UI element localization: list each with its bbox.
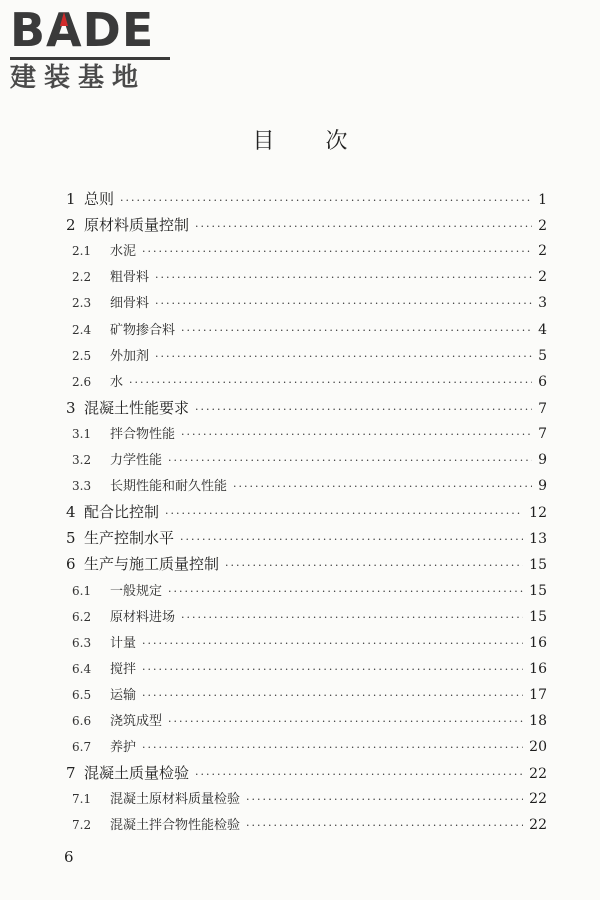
logo-red-triangle-icon bbox=[60, 12, 68, 26]
toc-entry-number: 5 bbox=[66, 529, 76, 548]
toc-entry-number: 1 bbox=[66, 190, 76, 208]
logo-subtitle: 建装基地 bbox=[10, 63, 147, 93]
toc-entry-body bbox=[110, 734, 547, 761]
toc-entry-page: 16 bbox=[529, 634, 547, 651]
toc-entry-title: 生产与施工质量控制 bbox=[84, 555, 220, 574]
toc-entry-title: 运输 bbox=[110, 687, 137, 703]
toc-entry-body bbox=[110, 238, 547, 265]
toc-entry-number: 6.4 bbox=[72, 661, 92, 676]
toc-entry-number: 2.1 bbox=[72, 244, 92, 259]
toc-leader-dots bbox=[155, 344, 532, 370]
toc-entry-title: 长期性能和耐久性能 bbox=[110, 479, 228, 495]
logo-underline bbox=[10, 57, 170, 60]
toc-entry-page: 7 bbox=[538, 425, 547, 442]
toc-entry-body bbox=[84, 499, 547, 527]
toc-entry-page: 9 bbox=[538, 452, 547, 468]
toc-entry bbox=[0, 290, 600, 316]
toc-entry bbox=[0, 238, 600, 264]
toc-entry-body bbox=[84, 760, 547, 788]
page-title: 目 次 bbox=[252, 129, 370, 154]
toc-entry bbox=[0, 760, 600, 786]
toc-entry-title: 计量 bbox=[110, 635, 137, 651]
toc-entry-title: 矿物掺合料 bbox=[110, 322, 176, 338]
page-number: 6 bbox=[64, 848, 74, 866]
toc-entry-page: 9 bbox=[538, 478, 547, 495]
toc-entry bbox=[0, 186, 600, 212]
toc-entry-body bbox=[110, 656, 547, 683]
toc-entry-page: 3 bbox=[538, 295, 547, 312]
toc-entry-body bbox=[110, 473, 547, 500]
toc-leader-dots bbox=[195, 397, 532, 423]
toc-entry-number: 2 bbox=[66, 216, 76, 235]
toc-entry-title: 生产控制水平 bbox=[84, 529, 175, 548]
toc-entry-number: 4 bbox=[66, 503, 76, 522]
toc-entry-page: 2 bbox=[538, 218, 547, 235]
toc-entry-page: 18 bbox=[529, 713, 547, 729]
toc-entry bbox=[0, 317, 600, 343]
toc-entry-page: 22 bbox=[529, 791, 547, 808]
toc-leader-dots bbox=[165, 501, 523, 527]
toc-entry-number: 6.1 bbox=[72, 583, 92, 598]
toc-leader-dots bbox=[168, 448, 532, 474]
toc-entry-title: 搅拌 bbox=[110, 661, 137, 677]
toc-entry-page: 15 bbox=[529, 608, 547, 625]
toc-entry-page: 15 bbox=[529, 582, 547, 599]
toc-entry-number: 2.4 bbox=[72, 322, 92, 337]
toc-leader-dots bbox=[181, 318, 532, 344]
toc-entry-page: 4 bbox=[538, 321, 547, 338]
toc-entry-body bbox=[110, 343, 547, 370]
toc-entry-body bbox=[84, 551, 547, 579]
toc-entry-body bbox=[110, 264, 547, 291]
toc-entry-page: 13 bbox=[529, 531, 547, 548]
toc-leader-dots bbox=[142, 631, 523, 657]
toc-entry-title: 拌合物性能 bbox=[110, 426, 176, 442]
toc-entry-number: 6.5 bbox=[72, 687, 92, 702]
toc-entry-title: 外加剂 bbox=[110, 348, 150, 364]
logo-wordmark: BADE bbox=[10, 3, 155, 57]
toc-entry-number: 7.1 bbox=[72, 792, 92, 807]
toc-leader-dots bbox=[142, 657, 523, 683]
toc-entry-body bbox=[110, 630, 547, 657]
toc-entry bbox=[0, 786, 600, 812]
toc-entry bbox=[0, 212, 600, 238]
toc-entry bbox=[0, 734, 600, 760]
toc-leader-dots bbox=[225, 553, 523, 579]
toc-entry-page: 2 bbox=[538, 269, 547, 286]
toc-leader-dots bbox=[233, 474, 532, 500]
toc-entry-page: 22 bbox=[529, 766, 547, 783]
toc-entry-number: 3 bbox=[66, 398, 76, 417]
toc-entry-body bbox=[110, 812, 547, 839]
toc-entry-body bbox=[110, 786, 547, 813]
toc-entry-title: 原材料进场 bbox=[110, 609, 176, 625]
toc-entry-number: 2.3 bbox=[72, 296, 92, 311]
toc-entry-title: 混凝土质量检验 bbox=[84, 764, 190, 783]
toc-entry-body bbox=[84, 186, 547, 214]
toc-entry-page: 1 bbox=[538, 192, 547, 208]
toc-entry-number: 6 bbox=[66, 555, 76, 574]
toc-leader-dots bbox=[155, 291, 532, 317]
toc-entry-number: 2.6 bbox=[72, 374, 92, 389]
toc-entry-body bbox=[110, 578, 547, 605]
toc-leader-dots bbox=[142, 683, 523, 709]
toc-leader-dots bbox=[142, 239, 532, 265]
toc-leader-dots bbox=[246, 787, 523, 813]
toc-entry-body bbox=[110, 317, 547, 344]
toc-entry-title: 混凝土拌合物性能检验 bbox=[110, 818, 241, 834]
toc-entry bbox=[0, 708, 600, 734]
toc-entry-page: 15 bbox=[529, 557, 547, 574]
toc-entry bbox=[0, 473, 600, 499]
toc-leader-dots bbox=[168, 579, 523, 605]
toc-entry-number: 6.3 bbox=[72, 635, 92, 650]
toc-entry-body bbox=[110, 708, 547, 735]
toc-entry-number: 7 bbox=[66, 764, 76, 783]
toc-entry-page: 6 bbox=[538, 373, 547, 390]
toc-entry-body bbox=[84, 395, 547, 423]
toc-entry-page: 22 bbox=[529, 817, 547, 834]
toc-entry-number: 3.1 bbox=[72, 426, 92, 441]
toc-entry bbox=[0, 421, 600, 447]
toc-entry bbox=[0, 369, 600, 395]
toc-leader-dots bbox=[168, 709, 523, 735]
toc-entry-title: 混凝土原材料质量检验 bbox=[110, 792, 241, 808]
toc-entry-body bbox=[110, 421, 547, 448]
toc-entry bbox=[0, 395, 600, 421]
toc-entry-number: 3.3 bbox=[72, 479, 92, 494]
toc-entry-page: 20 bbox=[529, 739, 547, 756]
toc-entry-title: 水泥 bbox=[110, 244, 137, 260]
toc-entry-page: 7 bbox=[538, 400, 547, 417]
toc-entry-number: 2.2 bbox=[72, 270, 92, 285]
toc-entry-title: 混凝土性能要求 bbox=[84, 398, 190, 417]
toc-leader-dots bbox=[155, 265, 532, 291]
bade-logo bbox=[10, 4, 180, 94]
toc-entry-number: 6.2 bbox=[72, 609, 92, 624]
toc-entry-title: 粗骨料 bbox=[110, 270, 150, 286]
toc-entry-body bbox=[110, 290, 547, 317]
toc-entry bbox=[0, 343, 600, 369]
toc-entry bbox=[0, 604, 600, 630]
toc-entry bbox=[0, 499, 600, 525]
toc-entry-title: 力学性能 bbox=[110, 453, 163, 468]
toc-entry-title: 一般规定 bbox=[110, 583, 163, 599]
toc-entry bbox=[0, 447, 600, 473]
toc-entry bbox=[0, 264, 600, 290]
toc-entry-page: 5 bbox=[538, 347, 547, 364]
toc-entry-page: 16 bbox=[529, 660, 547, 677]
toc-leader-dots bbox=[181, 605, 523, 631]
toc-entry-body bbox=[110, 369, 547, 396]
toc-entry-number: 2.5 bbox=[72, 348, 92, 363]
toc-entry-body bbox=[110, 447, 547, 474]
toc-entry bbox=[0, 630, 600, 656]
toc-entry-title: 养护 bbox=[110, 740, 137, 756]
toc-entry-body bbox=[84, 525, 547, 553]
toc-leader-dots bbox=[120, 188, 532, 214]
toc-entry-number: 3.2 bbox=[72, 453, 92, 467]
toc-entry-page: 17 bbox=[529, 686, 547, 703]
toc-leader-dots bbox=[181, 422, 532, 448]
toc-entry-title: 水 bbox=[110, 374, 124, 390]
toc-leader-dots bbox=[195, 762, 523, 788]
toc-entry bbox=[0, 682, 600, 708]
toc-entry-number: 7.2 bbox=[72, 818, 92, 833]
toc-entry-title: 总则 bbox=[84, 190, 115, 208]
toc-entry bbox=[0, 812, 600, 838]
toc-entry-title: 浇筑成型 bbox=[110, 714, 163, 729]
toc-entry-page: 2 bbox=[538, 243, 547, 260]
toc-leader-dots bbox=[180, 527, 523, 553]
toc-entry-body bbox=[84, 212, 547, 240]
toc-entry bbox=[0, 578, 600, 604]
toc-entry-body bbox=[110, 682, 547, 709]
toc-entry-title: 配合比控制 bbox=[84, 503, 160, 522]
toc-entry bbox=[0, 525, 600, 551]
toc-entry-title: 细骨料 bbox=[110, 296, 150, 312]
toc-entry-title: 原材料质量控制 bbox=[84, 216, 190, 235]
toc-entry-number: 6.6 bbox=[72, 714, 92, 728]
toc-leader-dots bbox=[246, 813, 523, 839]
toc-entry bbox=[0, 551, 600, 577]
toc-leader-dots bbox=[142, 735, 523, 761]
toc-entry-body bbox=[110, 604, 547, 631]
toc-leader-dots bbox=[129, 370, 532, 396]
toc-entry bbox=[0, 656, 600, 682]
toc-entry-number: 6.7 bbox=[72, 740, 92, 755]
toc-leader-dots bbox=[195, 214, 532, 240]
toc-entry-page: 12 bbox=[529, 505, 547, 522]
